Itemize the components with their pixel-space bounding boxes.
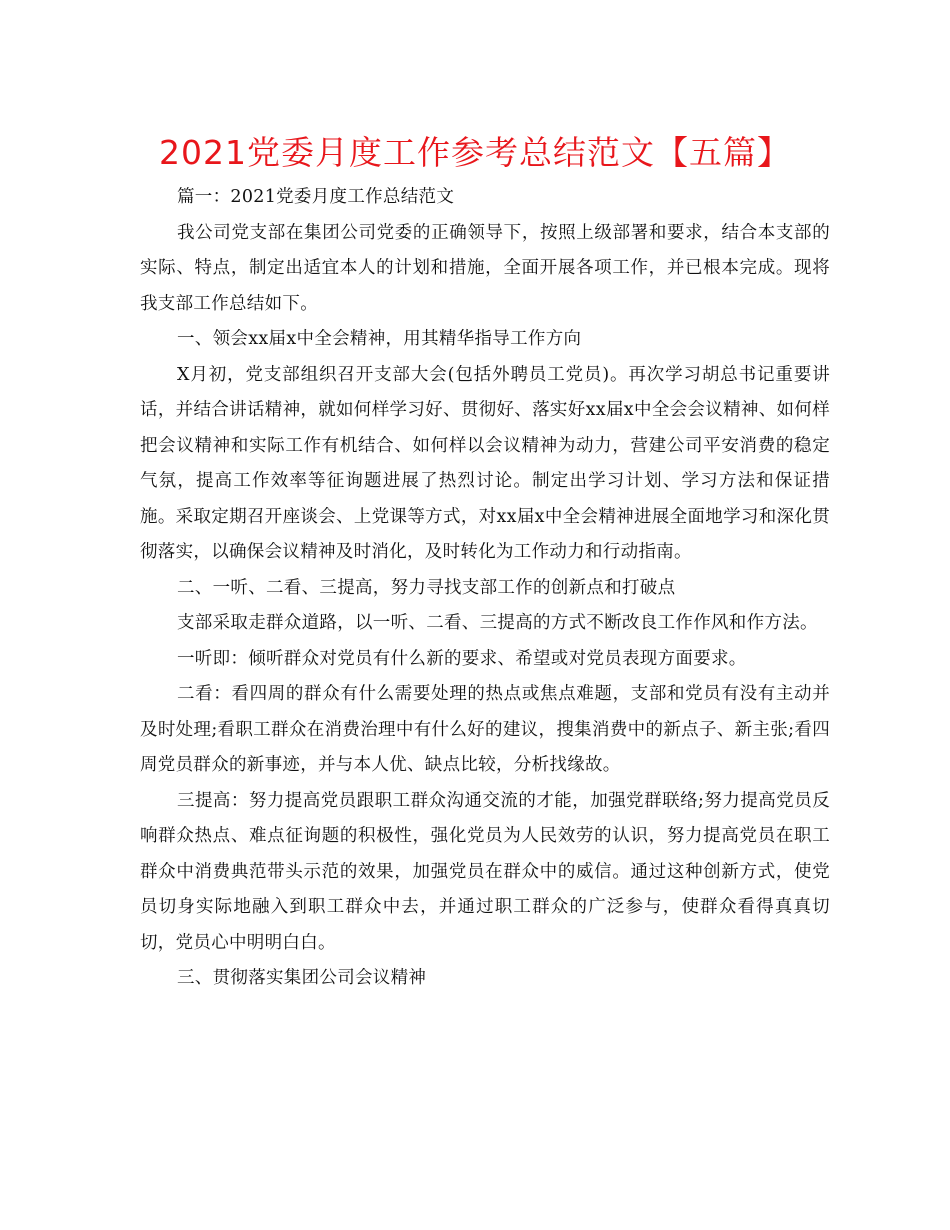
paragraph: 一听即：倾听群众对党员有什么新的要求、希望或对党员表现方面要求。 (177, 648, 747, 669)
document-body (140, 180, 830, 997)
document-title: 2021党委月度工作参考总结范文【五篇】 (159, 133, 791, 172)
section-heading: 二、一听、二看、三提高，努力寻找支部工作的创新点和打破点 (177, 577, 676, 598)
section-heading: 一、领会xx届x中全会精神，用其精华指导工作方向 (177, 329, 582, 349)
paragraph: 支部采取走群众道路，以一听、二看、三提高的方式不断改良工作作风和作方法。 (177, 613, 818, 633)
paragraph: X月初，党支部组织召开支部大会(包括外聘员工党员)。再次学习胡总书记重要讲话，并结合讲话精神，就如何样学习好、贯彻好、落实好xx届x中全会会议精神、如何样把会议精神和实际工作有机结合、如何样以会议精神为动力，营建公司平安消费的稳定气氛，提高工作效率等征询题进展了热烈讨论。制定出学习计划、学习方法和保证措施。采取定期召开座谈会、上党课等方式，对xx届x中全会精神进展全面地学习和深化贯彻落实，以确保会议精神及时消化，及时转化为工作动力和行动指南。 (140, 364, 830, 562)
section-subtitle: 篇一：2021党委月度工作总结范文 (177, 187, 455, 207)
paragraph: 二看：看四周的群众有什么需要处理的热点或焦点难题，支部和党员有没有主动并及时处理;看职工群众在消费治理中有什么好的建议，搜集消费中的新点子、新主张;看四周党员群众的新事迹，并与本人优、缺点比较，分析找缘故。 (140, 684, 830, 775)
section-heading: 三、贯彻落实集团公司会议精神 (177, 968, 427, 988)
paragraph: 我公司党支部在集团公司党委的正确领导下，按照上级部署和要求，结合本支部的实际、特点，制定出适宜本人的计划和措施，全面开展各项工作，并已根本完成。现将我支部工作总结如下。 (140, 222, 830, 314)
paragraph: 三提高：努力提高党员跟职工群众沟通交流的才能，加强党群联络;努力提高党员反响群众热点、难点征询题的积极性，强化党员为人民效劳的认识，努力提高党员在职工群众中消费典范带头示范的效果，加强党员在群众中的威信。通过这种创新方式，使党员切身实际地融入到职工群众中去，并通过职工群众的广泛参与，使群众看得真真切切，党员心中明明白白。 (140, 790, 830, 953)
